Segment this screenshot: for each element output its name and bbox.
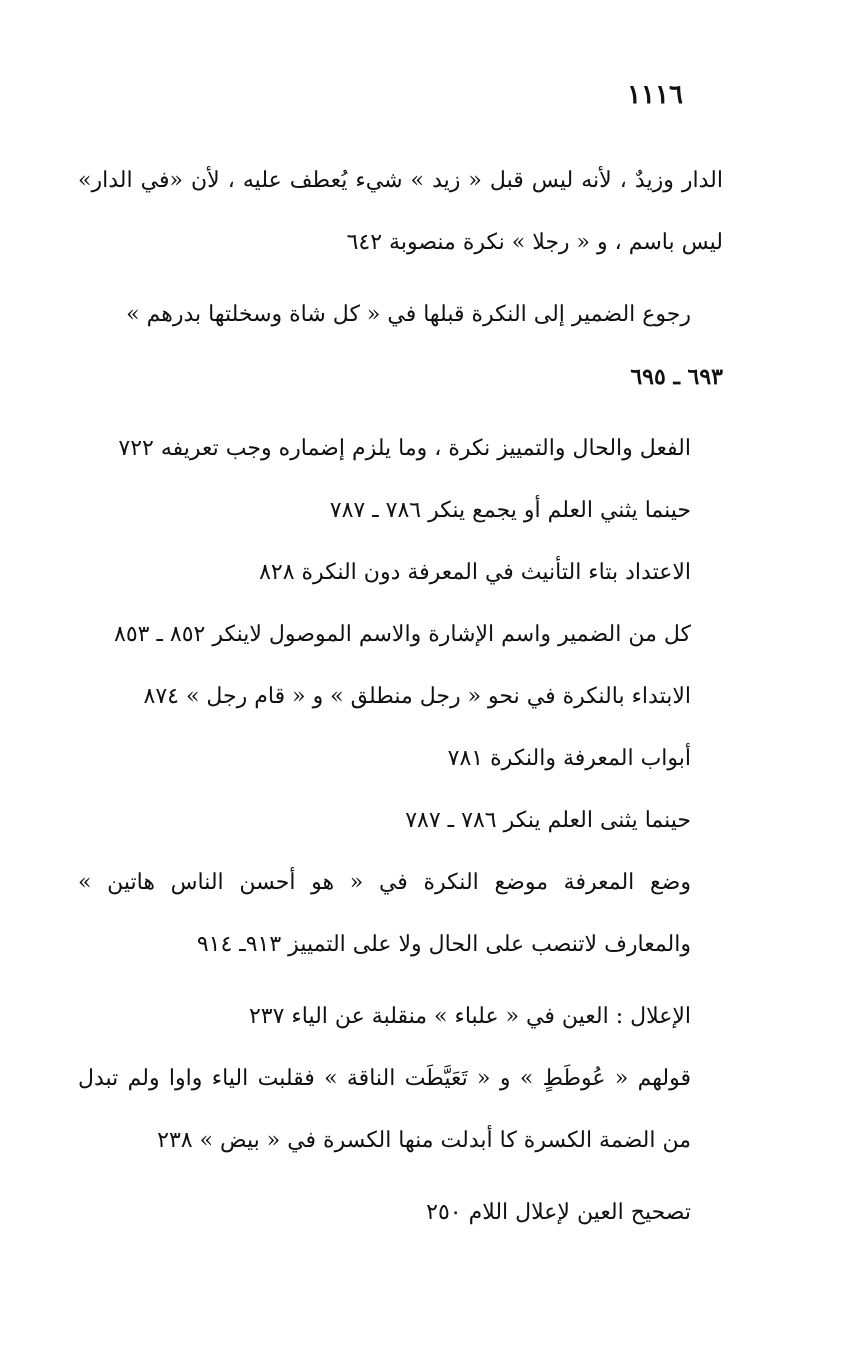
- page-number: ١١١٦: [627, 80, 683, 110]
- index-entry: قولهم « عُوطَطٍ » و « تَعَيَّطَت الناقة » فقلبت الياء واوا ولم تبدل من الضمة الكسرة كا أبدلت منها الكسرة في « بيض » ٢٣٨: [78, 1066, 691, 1153]
- index-entry: حينما يثنى العلم ينكر ٧٨٦ ـ ٧٨٧: [405, 808, 691, 833]
- index-entry: الابتداء بالنكرة في نحو « رجل منطلق » و « قام رجل » ٨٧٤: [143, 684, 691, 709]
- index-entry: الفعل والحال والتمييز نكرة ، وما يلزم إضماره وجب تعريفه ٧٢٢: [118, 436, 691, 461]
- index-entry: الاعتداد بتاء التأنيث في المعرفة دون النكرة ٨٢٨: [259, 560, 691, 585]
- index-entry: الإعلال : العين في « علباء » منقلبة عن الياء ٢٣٧: [248, 1004, 691, 1029]
- index-entry: الدار وزيدٌ ، لأنه ليس قبل « زيد » شيء يُعطف عليه ، لأن «في الدار» ليس باسم ، و « رجلا » نكرة منصوبة ٦٤٢: [78, 168, 723, 255]
- index-entry: وضع المعرفة موضع النكرة في « هو أحسن الناس هاتين » والمعارف لاتنصب على الحال ولا على التمييز ٩١٣ـ ٩١٤: [78, 870, 691, 957]
- index-entry: تصحيح العين لإعلال اللام ٢٥٠: [426, 1200, 691, 1225]
- index-text-block: [78, 150, 723, 1244]
- index-entry: رجوع الضمير إلى النكرة قبلها في « كل شاة وسخلتها بدرهم »: [126, 302, 691, 327]
- index-entry: أبواب المعرفة والنكرة ٧٨١: [447, 746, 691, 771]
- index-entry: حينما يثني العلم أو يجمع ينكر ٧٨٦ ـ ٧٨٧: [329, 498, 691, 523]
- index-entry: كل من الضمير واسم الإشارة والاسم الموصول لاينكر ٨٥٢ ـ ٨٥٣: [114, 622, 691, 647]
- index-entry-page-range: ٦٩٣ ـ ٦٩٥: [630, 364, 723, 390]
